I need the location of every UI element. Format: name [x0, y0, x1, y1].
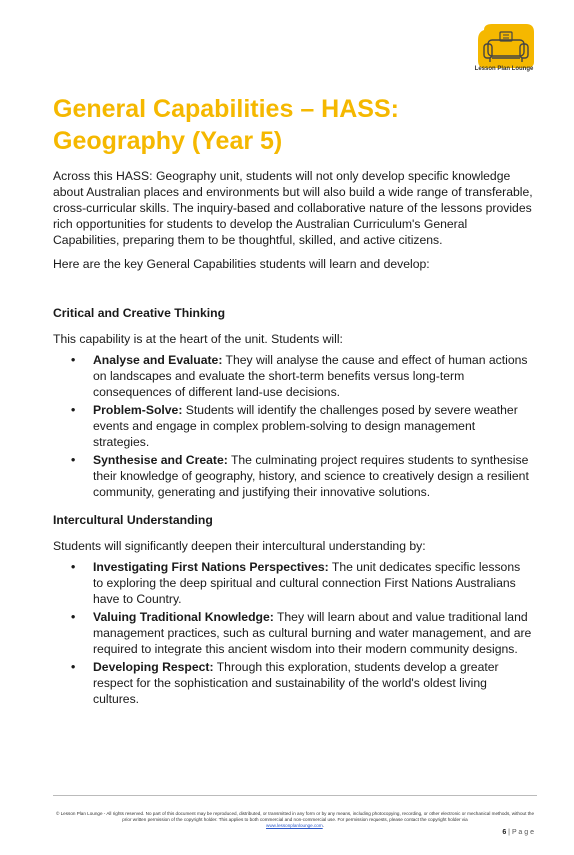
section-heading-critical-thinking: Critical and Creative Thinking: [53, 306, 226, 320]
lead-in-paragraph: Here are the key General Capabilities students will learn and develop:: [53, 257, 430, 271]
list-item-text: They will analyse the cause and effect of human actions on landscapes and evaluate the short-term benefits versus long-term consequences of different land-use decisions.: [93, 353, 528, 399]
list-item-term: Valuing Traditional Knowledge:: [93, 610, 274, 624]
page-number-value: 6: [502, 829, 507, 836]
intro-paragraph: Across this HASS: Geography unit, students will not only develop specific knowledge about Australian places and environments but will also build a wide range of transferable, cross-curricular skills. The inquiry-based and collaborative nature of the lessons provides rich opportunities for students to develop the Australian Curriculum's General Capabilities, preparing them to be thoughtful, skilled, and active citizens.: [53, 169, 533, 247]
list-item: [53, 609, 533, 657]
title-line-1: General Capabilities – HASS:: [53, 95, 399, 123]
bullet-icon: •: [71, 660, 76, 674]
list-item-text: They will learn about and value traditional land management practices, such as cultural burning and water management, and are required to integrate this ancient wisdom into their modern community designs.: [93, 610, 532, 656]
page-title: [53, 93, 523, 157]
list-item: [53, 452, 533, 500]
list-item-text: Through this exploration, students develop a greater respect for the sophistication and sustainability of the world's oldest living cultures.: [93, 660, 499, 706]
title-line-2: Geography (Year 5): [53, 127, 283, 155]
list-item-term: Analyse and Evaluate:: [93, 353, 223, 367]
list-item-text: The unit dedicates specific lessons to exploring the deep spiritual and cultural connection First Nations Australians have to Country.: [93, 560, 521, 606]
footer-period: .: [322, 823, 324, 828]
list-item-term: Developing Respect:: [93, 660, 214, 674]
sofa-logo-icon: [470, 22, 542, 70]
footer-divider: [53, 795, 537, 796]
copyright-footer: [53, 811, 537, 829]
bullet-icon: •: [71, 353, 76, 367]
list-item-term: Problem-Solve:: [93, 403, 183, 417]
list-item-text: The culminating project requires students to synthesise their knowledge of geography, history, and science to creatively design a resilient community, generating and justifying their innovative solutions.: [93, 453, 529, 499]
list-item-term: Investigating First Nations Perspectives:: [93, 560, 329, 574]
section-heading-intercultural: Intercultural Understanding: [53, 513, 213, 527]
page-label: P a g e: [511, 829, 534, 836]
bullet-icon: •: [71, 453, 76, 467]
page-number: [502, 829, 534, 836]
section-intro-intercultural: Students will significantly deepen their intercultural understanding by:: [53, 539, 426, 553]
list-item-term: Synthesise and Create:: [93, 453, 228, 467]
list-item-text: Students will identify the challenges posed by severe weather events and engage in complex problem-solving to design management strategies.: [93, 403, 518, 449]
website-link[interactable]: www.lessonplanlounge.com: [266, 823, 323, 828]
bullet-icon: •: [71, 610, 76, 624]
list-item: [53, 559, 533, 607]
list-item: [53, 352, 533, 400]
bullet-icon: •: [71, 403, 76, 417]
copyright-text: © Lesson Plan Lounge - All rights reserved. No part of this document may be reproduced, distributed, or transmitted in any form or by any means, including photocopying, recording, or other electronic or mechanical methods, without the prior written permission of the copyright holder. This applies to both commercial and non-commercial use. For permission requests, please contact the copyright holder via: [55, 811, 535, 822]
intercultural-list: [53, 559, 533, 709]
critical-thinking-list: [53, 352, 533, 502]
list-item: [53, 659, 533, 707]
logo-text: Lesson Plan Lounge: [474, 66, 534, 72]
page-number-sep: |: [506, 829, 512, 836]
bullet-icon: •: [71, 560, 76, 574]
list-item: [53, 402, 533, 450]
section-intro-critical-thinking: This capability is at the heart of the unit. Students will:: [53, 332, 343, 346]
